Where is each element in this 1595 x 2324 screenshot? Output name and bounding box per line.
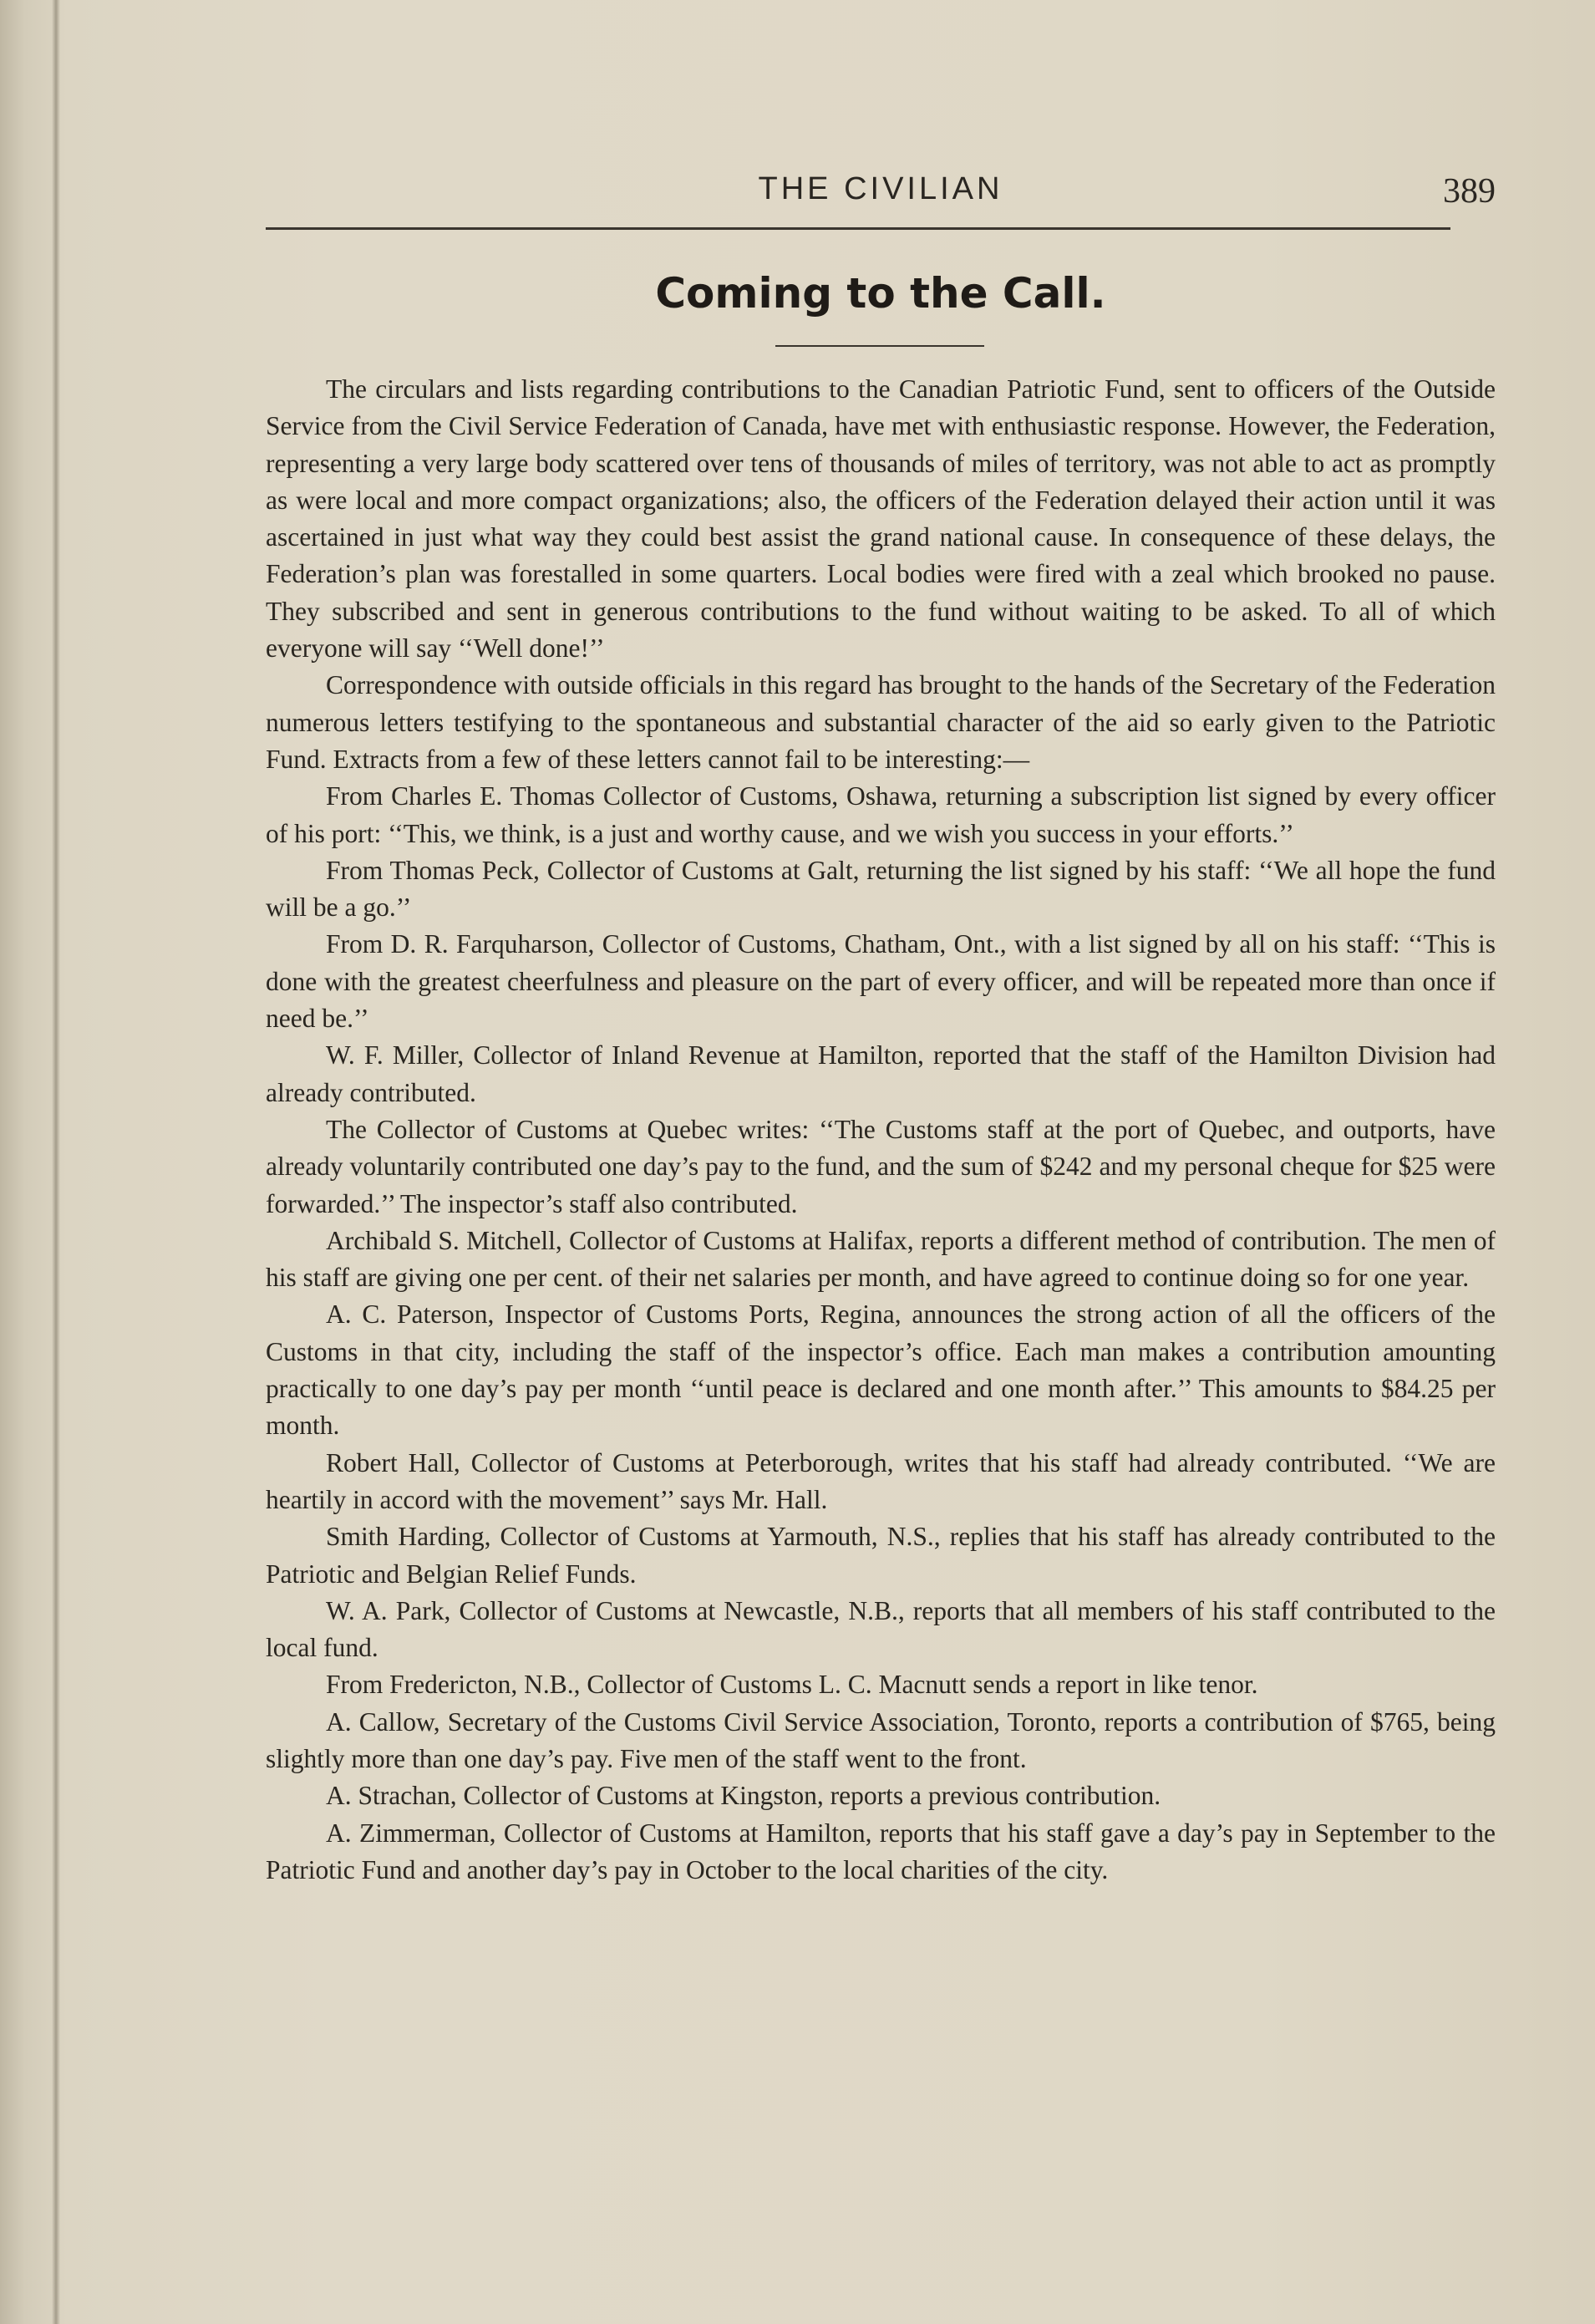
paragraph: From Fredericton, N.B., Collector of Customs L. C. Macnutt sends a report in like tenor. (326, 1670, 1258, 1700)
paragraph: W. F. Miller, Collector of Inland Revenue at Hamilton, reported that the staff of the Hamilton Division had already contributed. (266, 1040, 1496, 1107)
article-title: Coming to the Call. (655, 269, 1106, 318)
paragraph: From Thomas Peck, Collector of Customs at Galt, returning the list signed by his staff: ‘‘We all hope the fund will be a go.’’ (266, 855, 1496, 923)
paragraph: The circulars and lists regarding contributions to the Canadian Patriotic Fund, sent to officers of the Outside Service from the Civil Service Federation of Canada, have met with enthusiastic response. However, the Federation, representing a very large body scattered over tens of thousands of miles of territory, was not able to act as promptly as were local and more compact organizations; also, the officers of the Federation delayed their action until it was ascertained in just what way they could best assist the grand national cause. In consequence of these delays, the Federation’s plan was forestalled in some quarters. Local bodies were fired with a zeal which brooked no pause. They subscribed and sent in generous contributions to the fund without waiting to be asked. To all of which everyone will say ‘‘Well done!’’ (266, 374, 1496, 664)
page-header (266, 171, 1496, 221)
paragraph: From D. R. Farquharson, Collector of Customs, Chatham, Ont., with a list signed by all on his staff: ‘‘This is done with the greatest cheerfulness and pleasure on the part of every officer, and will be repeated more than once if need be.’’ (266, 929, 1496, 1034)
paragraph: Robert Hall, Collector of Customs at Peterborough, writes that his staff had already contributed. ‘‘We are heartily in accord with the movement’’ says Mr. Hall. (266, 1447, 1496, 1514)
header-rule (266, 227, 1450, 230)
title-rule (775, 345, 984, 347)
page-binding-shadow (52, 0, 60, 2324)
paragraph: From Charles E. Thomas Collector of Customs, Oshawa, returning a subscription list signed by every officer of his port: ‘‘This, we think, is a just and worthy cause, and we wish you success in your efforts.’’ (266, 781, 1496, 848)
paragraph: A. Strachan, Collector of Customs at Kingston, reports a previous contribution. (326, 1781, 1161, 1811)
paragraph: Correspondence with outside officials in this regard has brought to the hands of the Secretary of the Federation numerous letters testifying to the spontaneous and substantial character of the aid so early given to the Patriotic Fund. Extracts from a few of these letters cannot fail to be interesting:— (266, 670, 1496, 774)
paragraph: W. A. Park, Collector of Customs at Newcastle, N.B., reports that all members of his staff contributed to the local fund. (266, 1595, 1496, 1663)
paragraph: The Collector of Customs at Quebec writes: ‘‘The Customs staff at the port of Quebec, and outports, have already voluntarily contributed one day’s pay to the fund, and the sum of $242 and my personal cheque for $25 were forwarded.’’ The inspector’s staff also contributed. (266, 1114, 1496, 1218)
page-number: 389 (1443, 172, 1496, 211)
paragraph: A. Callow, Secretary of the Customs Civil Service Association, Toronto, reports a contribution of $765, being slightly more than one day’s pay. Five men of the staff went to the front. (266, 1706, 1496, 1773)
paragraph: Archibald S. Mitchell, Collector of Customs at Halifax, reports a different method of contribution. The men of his staff are giving one per cent. of their net salaries per month, and have agreed to continue doing so for one year. (266, 1225, 1496, 1293)
running-title: THE CIVILIAN (758, 171, 1003, 206)
paragraph: A. C. Paterson, Inspector of Customs Ports, Regina, announces the strong action of all the officers of the Customs in that city, including the staff of the inspector’s office. Each man makes a contribution amounting practically to one day’s pay per month ‘‘until peace is declared and one month after.’’ This amounts to $84.25 per month. (266, 1299, 1496, 1441)
paragraph: Smith Harding, Collector of Customs at Yarmouth, N.S., replies that his staff has already contributed to the Patriotic and Belgian Relief Funds. (266, 1522, 1496, 1589)
paragraph: A. Zimmerman, Collector of Customs at Hamilton, reports that his staff gave a day’s pay in September to the Patriotic Fund and another day’s pay in October to the local charities of the city. (266, 1818, 1496, 1884)
article-body (266, 371, 1496, 1889)
